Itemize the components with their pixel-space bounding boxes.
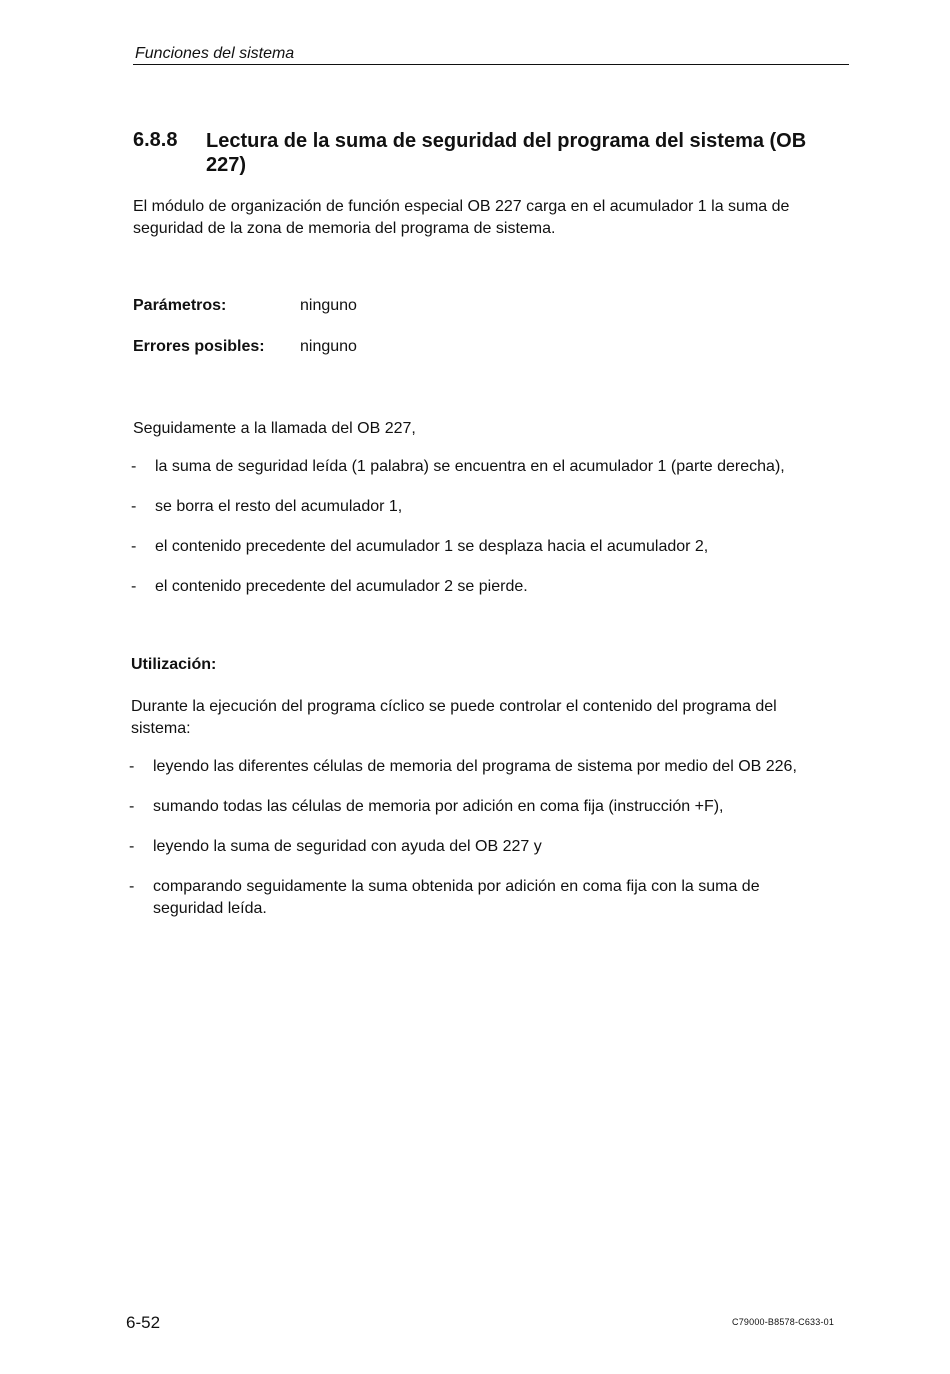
list-dash: - — [129, 798, 135, 815]
list-item: el contenido precedente del acumulador 1 se desplaza hacia el acumulador 2, — [155, 538, 709, 555]
list-item: sumando todas las células de memoria por adición en coma fija (instrucción +F), — [153, 798, 724, 815]
usage-heading: Utilización: — [131, 656, 217, 673]
section-title: Lectura de la suma de seguridad del programa del sistema (OB 227) — [206, 130, 807, 176]
list-dash: - — [131, 578, 137, 595]
running-header: Funciones del sistema — [135, 45, 295, 62]
document-code: C79000-B8578-C633-01 — [732, 1317, 835, 1327]
page-number: 6-52 — [126, 1313, 161, 1332]
list-item: el contenido precedente del acumulador 2 se pierde. — [155, 578, 528, 595]
intro-paragraph: El módulo de organización de función especial OB 227 carga en el acumulador 1 la suma de seguridad de la zona de memoria del programa de sistema. — [133, 198, 790, 237]
params-label: Parámetros: — [133, 297, 227, 314]
list-dash: - — [131, 498, 137, 515]
list-dash: - — [129, 838, 135, 855]
list-dash: - — [131, 538, 137, 555]
list-item: leyendo las diferentes células de memoria del programa de sistema por medio del OB 226, — [153, 758, 797, 775]
list-dash: - — [129, 878, 135, 895]
errors-value: ninguno — [300, 338, 357, 355]
list-item: leyendo la suma de seguridad con ayuda del OB 227 y — [153, 838, 542, 855]
list-item: la suma de seguridad leída (1 palabra) se encuentra en el acumulador 1 (parte derecha), — [155, 458, 785, 475]
errors-label: Errores posibles: — [133, 338, 265, 355]
header-rule — [133, 64, 849, 65]
after-call-lead: Seguidamente a la llamada del OB 227, — [133, 420, 416, 437]
params-value: ninguno — [300, 297, 357, 314]
usage-paragraph: Durante la ejecución del programa cíclico se puede controlar el contenido del programa del sistema: — [131, 698, 777, 737]
list-item: comparando seguidamente la suma obtenida por adición en coma fija con la suma de seguridad leída. — [153, 878, 760, 917]
list-dash: - — [129, 758, 135, 775]
list-item: se borra el resto del acumulador 1, — [155, 498, 403, 515]
list-dash: - — [131, 458, 137, 475]
section-number: 6.8.8 — [133, 129, 178, 151]
